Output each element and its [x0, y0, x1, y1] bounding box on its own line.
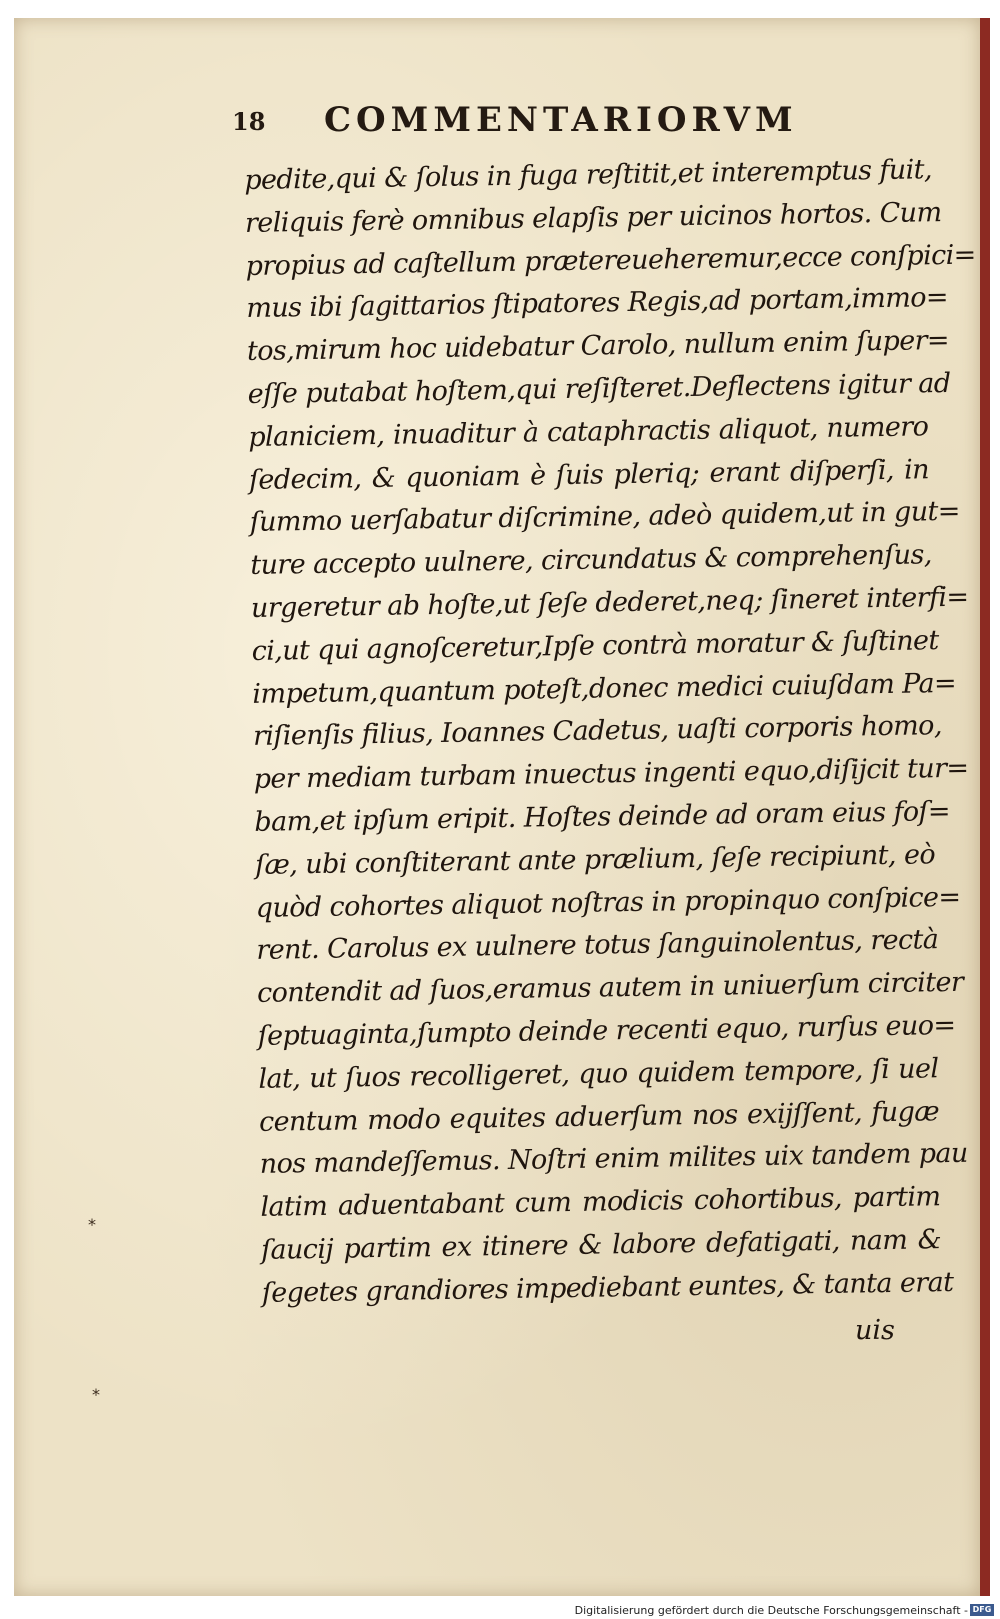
funding-notice: Digitalisierung gefördert durch die Deutsche Forschungsgemeinschaft -	[574, 1604, 968, 1617]
text-line: latim aduentabant cum modicis cohortibus, partim	[260, 1181, 941, 1223]
text-line: eſſe putabat hoſtem,qui reſiſteret.Deflectens igitur ad	[247, 367, 951, 410]
text-line: centum modo equites aduerſum nos exijſſent, fugæ	[258, 1095, 940, 1138]
running-title: COMMENTARIORVM	[324, 100, 798, 140]
text-line: reliquis ferè omnibus elapſis per uicinos hortos. Cum	[244, 196, 942, 239]
text-line: ci,ut qui agnoſceretur,Ipſe contrà moratur & ſuſtinet	[251, 624, 939, 667]
text-line: ſæ, ubi conſtiterant ante prælium, ſeſe recipiunt, eò	[254, 838, 936, 881]
text-line: quòd cohortes aliquot noſtras in propinquo conſpice=	[255, 881, 961, 924]
text-line: rent. Carolus ex uulnere totus ſanguinolentus, rectà	[256, 924, 939, 967]
ink-speck: *	[88, 1215, 96, 1234]
text-line: ſaucij partim ex itinere & labore defatigati, nam &	[260, 1224, 942, 1266]
text-line: nos mandeſſemus. Noſtri enim milites uix tandem pau	[259, 1138, 968, 1181]
text-line: ture accepto uulnere, circundatus & comprehenſus,	[250, 539, 932, 582]
text-line: propius ad caſtellum prætereueheremur,ecce conſpici=	[245, 239, 976, 282]
text-line: lat, ut ſuos recolligeret, quo quidem tempore, ſi uel	[258, 1052, 939, 1095]
text-line: pedite,qui & ſolus in fuga reſtitit,et interemptus fuit,	[244, 154, 933, 196]
page-header	[232, 95, 872, 145]
dfg-logo-icon: DFG	[970, 1604, 994, 1616]
text-line: bam,et ipſum eripit. Hoſtes deinde ad oram eius foſ=	[254, 795, 951, 838]
text-line: mus ibi ſagittarios ſtipatores Regis,ad portam,immo=	[246, 282, 949, 325]
text-line: ſummo uerſabatur diſcrimine, adeò quidem,ut in gut=	[249, 496, 961, 539]
footer-bar	[0, 1602, 1000, 1619]
text-line: riſienſis filius, Ioannes Cadetus, uaſti corporis homo,	[252, 710, 943, 753]
body-text	[244, 149, 976, 1315]
catchword: uis	[855, 1315, 895, 1346]
text-line: impetum,quantum poteſt,donec medici cuiuſdam Pa=	[252, 667, 957, 710]
text-line: ſegetes grandiores impediebant euntes, & tanta erat	[261, 1266, 954, 1309]
ink-speck: *	[92, 1385, 100, 1404]
text-line: tos,mirum hoc uidebatur Carolo, nullum enim ſuper=	[246, 325, 950, 368]
text-line: planiciem, inuaditur à cataphractis aliquot, numero	[248, 411, 929, 453]
text-line: ſedecim, & quoniam è ſuis pleriq; erant diſperſi, in	[248, 453, 930, 496]
page-number: 18	[232, 107, 266, 136]
text-line: urgeretur ab hoſte,ut ſeſe dederet,neq; ſineret interfi=	[250, 581, 969, 624]
text-line: per mediam turbam inuectus ingenti equo,diſijcit tur=	[253, 752, 969, 796]
text-line: contendit ad ſuos,eramus autem in uniuerſum circiter	[256, 966, 964, 1010]
text-line: ſeptuaginta,ſumpto deinde recenti equo, rurſus euo=	[257, 1009, 956, 1052]
